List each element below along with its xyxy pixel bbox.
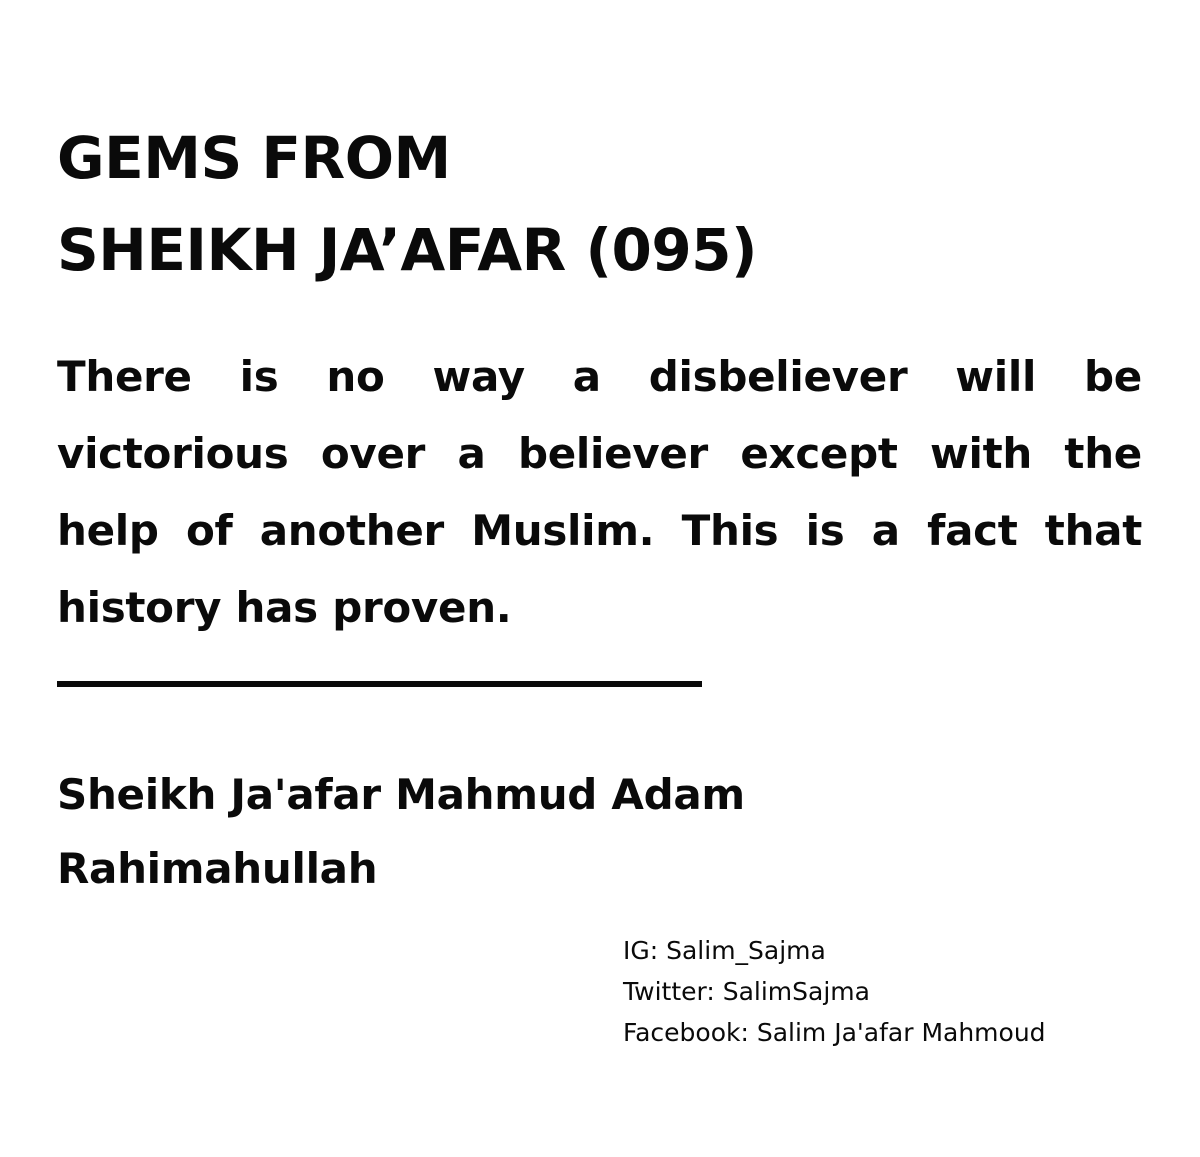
- author-name: Sheikh Ja'afar Mahmud Adam: [57, 770, 745, 819]
- author-attribution: [57, 758, 745, 906]
- divider: [57, 681, 702, 687]
- instagram-credit: IG: Salim_Sajma: [623, 936, 826, 965]
- social-credits: [623, 930, 1046, 1053]
- quote-text: There is no way a disbeliever will be victorious over a believer except with the help of another Muslim. This is a fact that history has proven.: [57, 352, 1142, 632]
- facebook-credit: Facebook: Salim Ja'afar Mahmoud: [623, 1018, 1046, 1047]
- post-title: [57, 112, 757, 296]
- title-line-2: SHEIKH JA’AFAR (095): [57, 216, 758, 284]
- author-honorific: Rahimahullah: [57, 844, 378, 893]
- title-line-1: GEMS FROM: [57, 124, 451, 192]
- twitter-credit: Twitter: SalimSajma: [623, 977, 870, 1006]
